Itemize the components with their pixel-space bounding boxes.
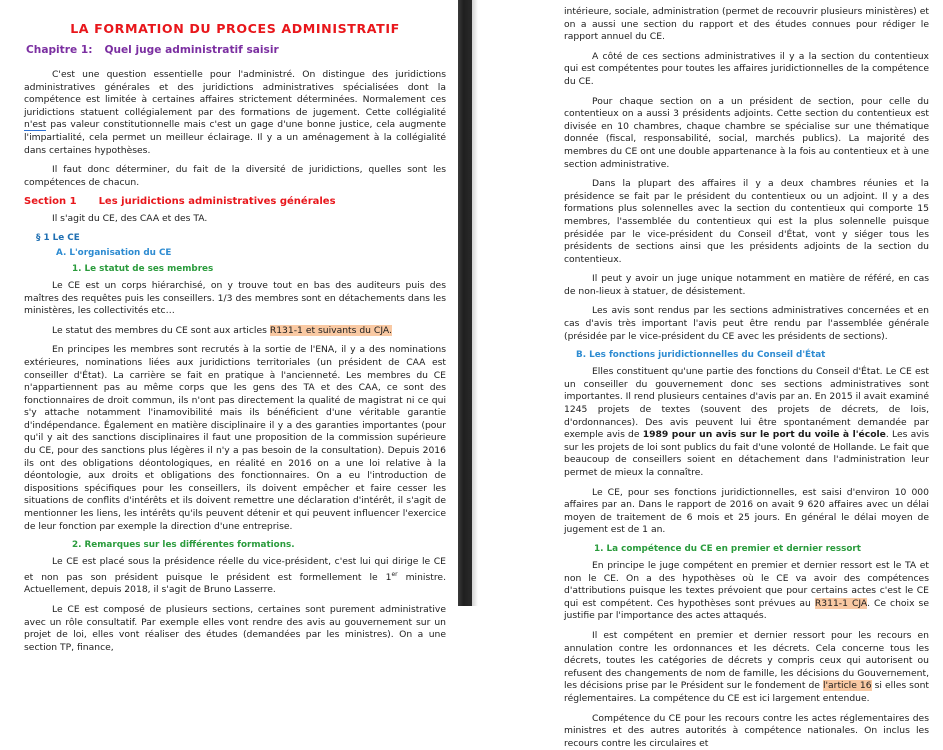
highlight-nest: n'est [24,119,46,131]
paragraph-intro-1: C'est une question essentielle pour l'administré. On distingue des juridictions administratives générales et des juridictions administratives spécialisées dont la compétence est limitée à certaines affaires strictement déterminées. Normalement ces juridictions statuent collégialement par des formations de jugement. Cette collégialité n'est pas valeur constitutionnelle mais c'est un gage d'une bonne justice, cela augmente l'impartialité, cela permet un meilleur éclairage. Il y a un aménagement à la collégialité dans certaines hypothèses. [24,69,446,157]
subheading-2: 2. Remarques sur les différentes formations. [72,540,446,550]
subheading-a: A. L'organisation du CE [56,248,446,258]
subheading-competence-1: 1. La compétence du CE en premier et dernier ressort [594,544,929,554]
subheading-1: 1. Le statut de ses membres [72,264,446,274]
page-gutter [458,0,472,606]
section-heading [24,196,446,207]
paragraph-intro-2: Il faut donc déterminer, du fait de la diversité de juridictions, quelles sont les compétences de chacun. [24,164,446,189]
chapter-number: Chapitre 1: [26,44,92,56]
paragraph-fonctions: Elles constituent qu'une partie des fonctions du Conseil d'État. Le CE est un conseiller du gouvernement donc ses sections administratives sont importantes. Il rend plusieurs centaines d'avis par an. En 2015 il avait examiné 1245 projets de textes (souvent des projets de décrets, de lois, d'ordonnances). Des avis peuvent lui être spontanément demandée par exemple avis de 1989 pour un avis sur le port du voile à l'école. Les avis sur les projets de loi sont publics du fait d'une volonté de Hollande. Le fait que beaucoup de conseillers soient en détachement dans l'administration leur permet de mieux la connaître. [564,366,929,479]
paragraph-section-contentieux: A côté de ces sections administratives il y a la section du contentieux qui est compétentes pour toutes les affaires juridictionnelles de la compétence du CE. [564,51,929,89]
paragraph-juge-unique: Il peut y avoir un juge unique notamment en matière de référé, en cas de non-lieux à statuer, de désistement. [564,273,929,298]
paragraph-remarques-2: Le CE est composé de plusieurs sections, certaines sont purement administrative avec un rôle consultatif. Par exemple elles vont rendre des avis au gouvernement sur un projet de loi, elles vont réaliser des études (demandées par les ministres). On a une section TP, finance, [24,604,446,654]
section-title: Les juridictions administratives générales [99,196,336,207]
subheading-b: B. Les fonctions juridictionnelles du Conseil d'État [576,350,929,360]
document-title: LA FORMATION DU PROCES ADMINISTRATIF [24,21,446,36]
document-page-right [472,0,943,606]
highlight-r131: R131-1 et suivants du CJA. [270,325,392,336]
paragraph-saisi: Le CE, pour ses fonctions juridictionnelles, est saisi d'environ 10 000 affaires par an. Dans le rapport de 2016 on avait 9 620 affaires avec un délai moyen de traitement de 6 mois et 25 jours. En général le délai moyen de jugement est de 1 an. [564,487,929,537]
paragraph-heading-ce: § 1 Le CE [36,233,446,243]
chapter-heading [26,44,446,56]
paragraph-remarques-1: Le CE est placé sous la présidence réelle du vice-président, c'est lui qui dirige le CE et non pas son président puisque le président est formellement le 1er ministre. Actuellement, depuis 2018, il s'agit de Bruno Lasserre. [24,556,446,597]
paragraph-statut-1: Le CE est un corps hiérarchisé, on y trouve tout en bas des auditeurs puis des maîtres des requêtes puis les conseillers. 1/3 des membres sont en détachements dans les ministères, les collectivités etc… [24,280,446,318]
paragraph-ordonnances: Il est compétent en premier et dernier ressort pour les recours en annulation contre les ordonnances et les décrets. Cela concerne tous les décrets, toutes les catégories de décrets y compris ceux qui autorisent ou refusent des changements de nom de famille, les décisions du Gouvernement, les décisions prise par le Président sur le fondement de l'article 16 si elles sont réglementaires. La compétence du CE est ici largement entendue. [564,630,929,706]
paragraph-actes-reglementaires: Compétence du CE pour les recours contre les actes réglementaires des ministres et des autres autorités à compétence nationales. On inclus les recours contre les circulaires et [564,713,929,750]
paragraph-statut-2: Le statut des membres du CE sont aux articles R131-1 et suivants du CJA. [24,325,446,338]
paragraph-presidents: Pour chaque section on a un président de section, pour celle du contentieux on a aussi 3 présidents adjoints. Cette section du contentieux est divisée en 10 chambres, chaque chambre se spécialise sur une thématique donnée (fiscal, responsabilité, social, marchés publics). La majorité des membres du CE ont une double appartenance à la fois au contentieux et à une section administrative. [564,96,929,172]
chapter-title: Quel juge administratif saisir [104,44,278,56]
paragraph-section-intro: Il s'agit du CE, des CAA et des TA. [24,213,446,226]
highlight-article-16: l'article 16 [823,680,872,691]
paragraph-premier-ressort: En principe le juge compétent en premier et dernier ressort est le TA et non le CE. On a des hypothèses où le CE va avoir des compétences d'attributions puisque les textes prévoient que pour certains actes c'est le CE qui est compétent. Ces hypothèses sont prévues au R311-1 CJA. Ce choix se justifie par l'importance des actes attaqués. [564,560,929,623]
bold-avis-1989: 1989 pour un avis sur le port du voile à l'école [643,429,886,440]
highlight-r311: R311-1 CJA [815,598,867,609]
paragraph-chambres: Dans la plupart des affaires il y a deux chambres réunies et la présidence se fait par le président du contentieux ou un adjoint. Il y a des formations plus solennelles avec la section du contentieux qui comporte 15 membres, l'assemblée du contentieux qui est la plus solennelle puisque présidée par le vice-président du Conseil d'État, vont y siéger tous les présidents de sections ainsi que les présidents adjoints de la section du contentieux. [564,178,929,266]
section-number: Section 1 [24,196,77,207]
paragraph-avis: Les avis sont rendus par les sections administratives concernées et en cas d'avis très important l'avis peut être rendu par l'assemblée générale (présidée par le vice-président du CE avec les présidents de sections). [564,305,929,343]
paragraph-continuation: intérieure, sociale, administration (permet de recouvrir plusieurs ministères) et on a aussi une section du rapport et des études connues pour rédiger le rapport annuel du CE. [564,6,929,44]
document-page-left [0,0,458,606]
paragraph-statut-3: En principes les membres sont recrutés à la sortie de l'ENA, il y a des nominations extérieures, nominations liées aux juridictions territoriales (un président de CAA est conseiller d'État). La carrière se fait en pratique à l'ancienneté. Les membres du CE n'appartiennent pas au même corps que les gens des TA et des CAA, ce sont des fonctionnaires de droit commun, ils n'ont pas directement la qualité de magistrat ni ce qui s'y attache notamment l'inamovibilité mais ils bénéficient d'une véritable garantie d'indépendance. Également en matière disciplinaire il y a des garanties importantes (pour qu'il y ait des sanctions disciplinaires il faut une proposition de la commission supérieure du CE, pour des sanctions plus légères il n'y a pas besoin de la consultation). Depuis 2016 ils ont des obligations déontologiques, en réalité en 2016 on a une loi relative à la déontologie, aux droits et obligations des fonctionnaires. On a eu l'introduction de dispositions spécifiques pour les conseillers, ils doivent empêcher et faire cesser les situations de conflits d'intérêts et ils doivent remettre une déclaration d'intérêt, il s'agit de mentionner les liens, les intérêts qu'ils peuvent détenir et qui peuvent influencer l'exercice de leur fonction par exemple la direction d'une entreprise. [24,344,446,533]
